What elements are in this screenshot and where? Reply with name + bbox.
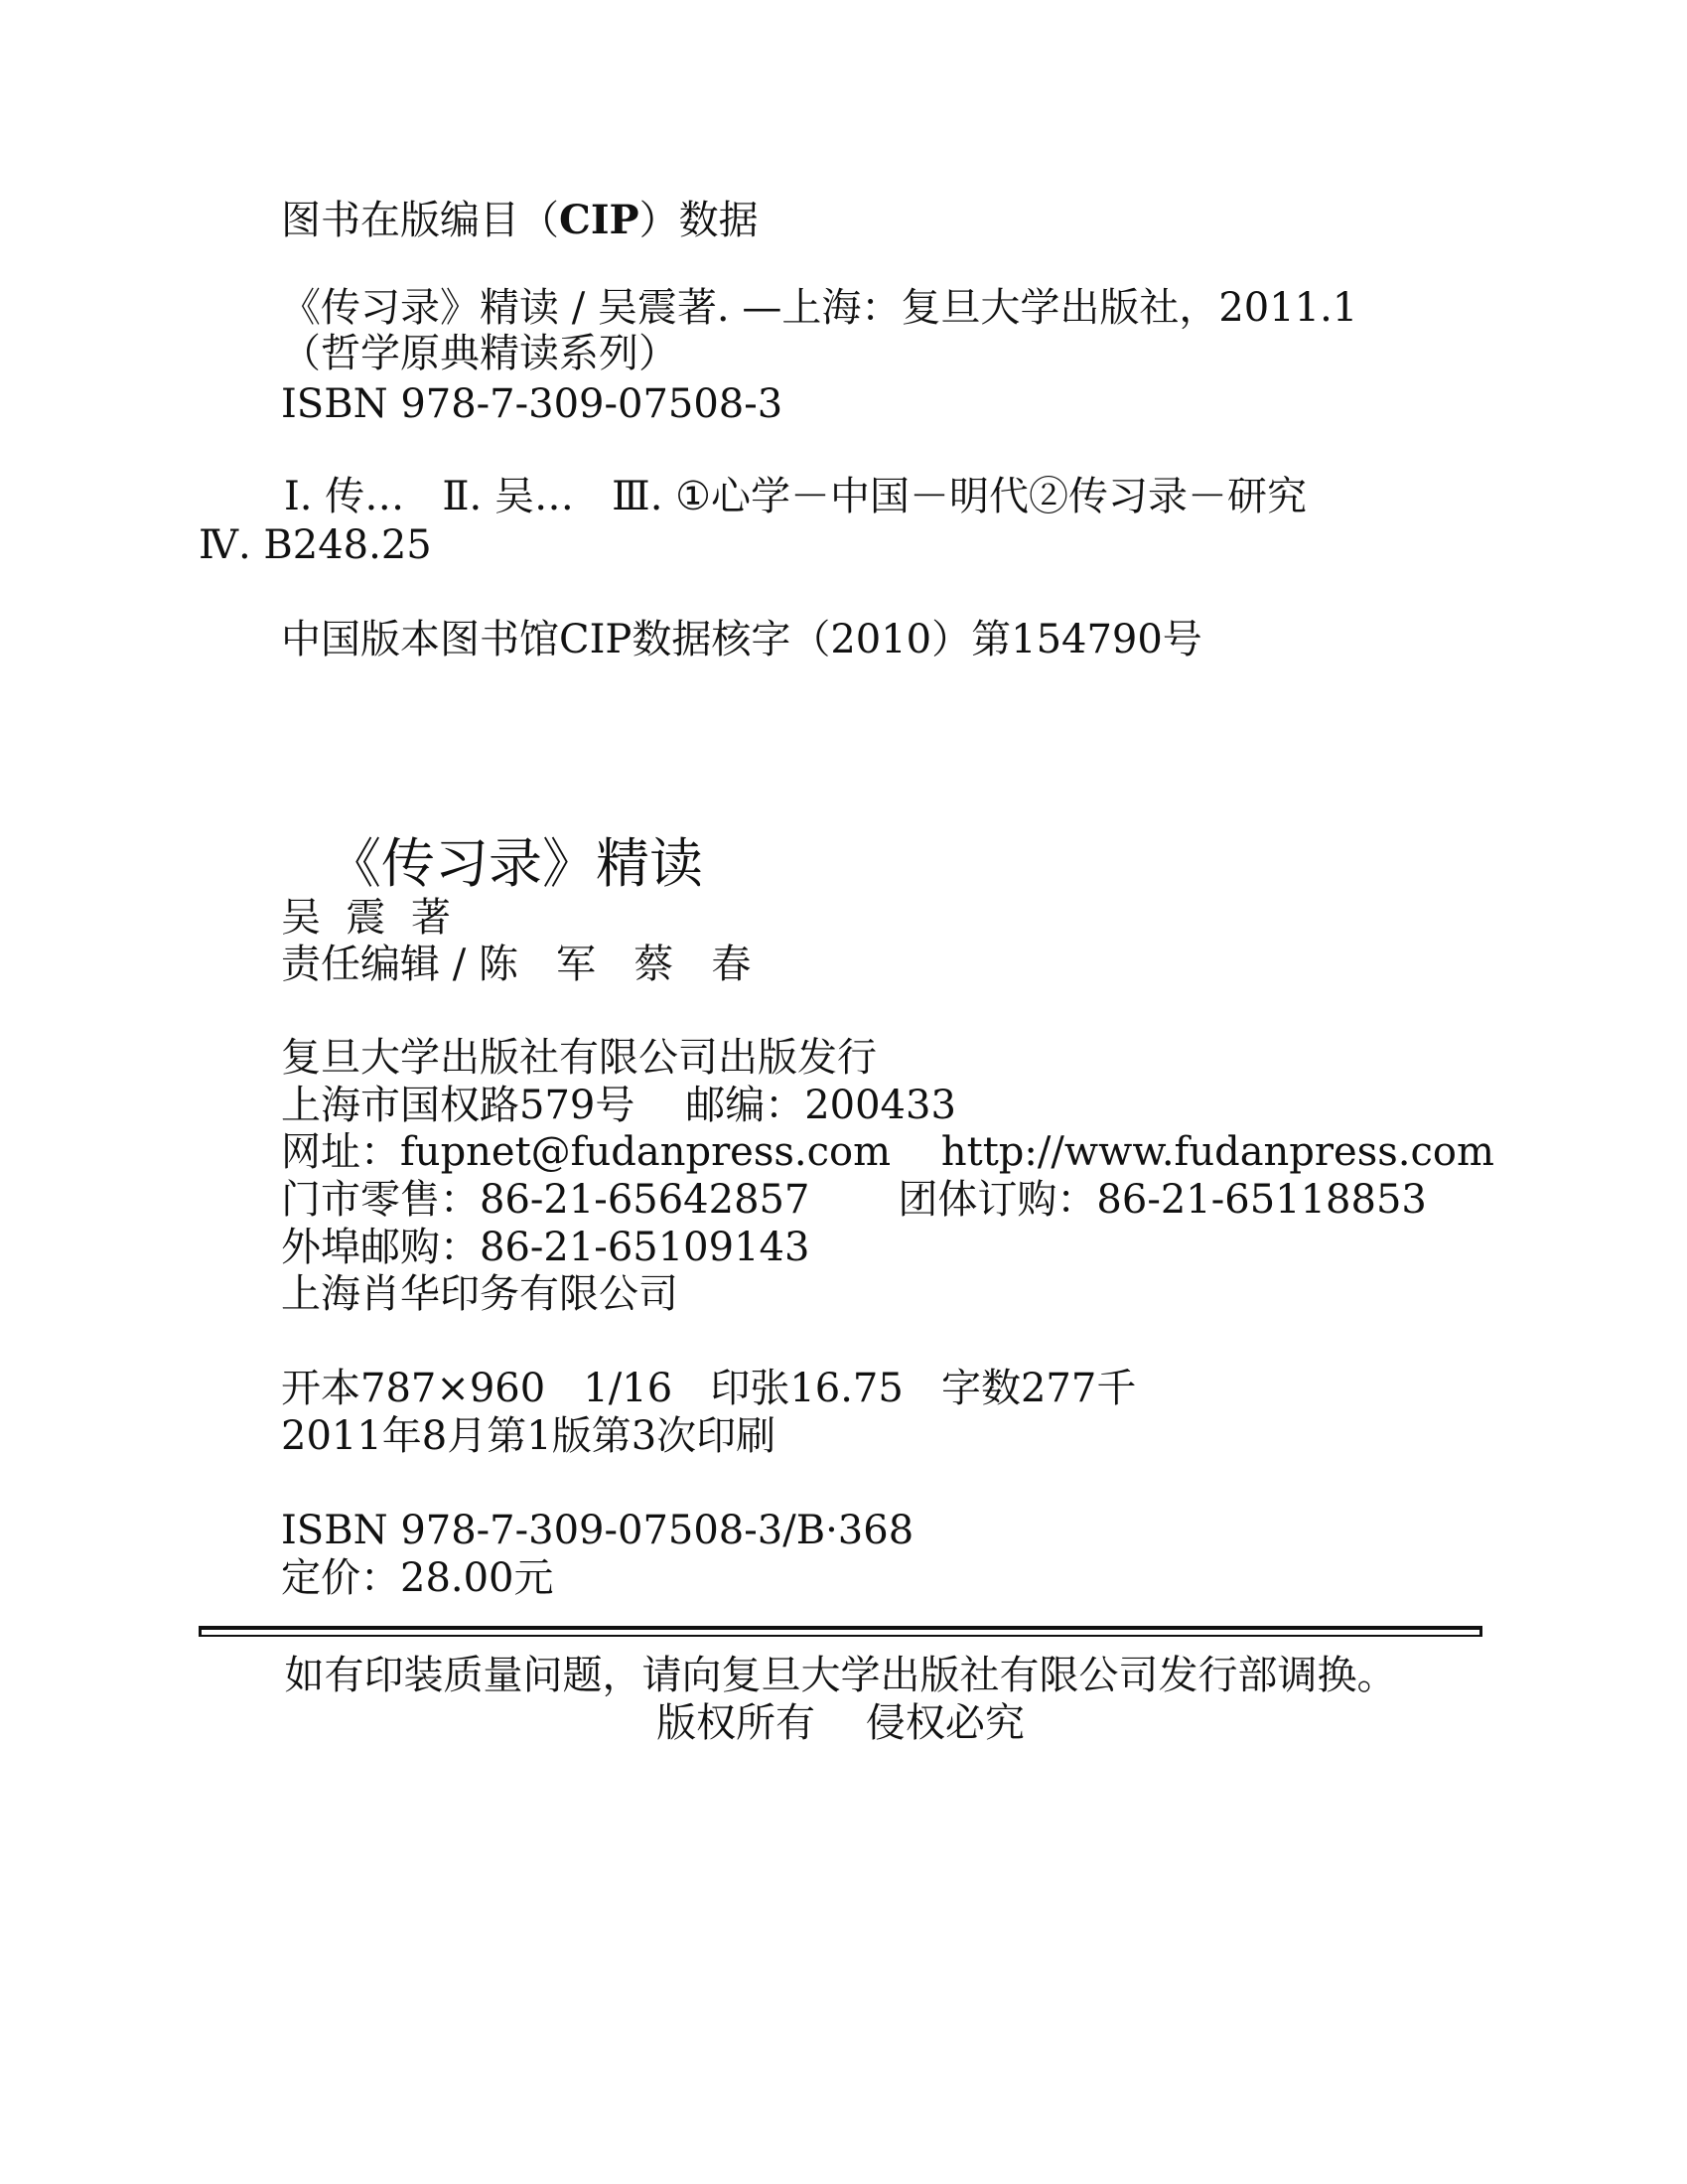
cip-class-line: Ⅳ. B248.25 — [199, 522, 432, 568]
publisher-printer-line: 上海肖华印务有限公司 — [281, 1271, 678, 1317]
divider-rule-thin — [199, 1635, 1482, 1637]
cip-subject-line: Ⅰ. 传… Ⅱ. 吴… Ⅲ. ①心学－中国－明代②传习录－研究 — [284, 474, 1307, 519]
publisher-name-line: 复旦大学出版社有限公司出版发行 — [281, 1035, 877, 1081]
publisher-address-line: 上海市国权路579号 邮编：200433 — [281, 1083, 956, 1128]
book-author-line: 吴 震 著 — [281, 895, 451, 941]
cip-heading-pre: 图书在版编目（ — [281, 198, 559, 243]
cip-series-line: （哲学原典精读系列） — [281, 331, 678, 376]
print-edition-line: 2011年8月第1版第3次印刷 — [281, 1413, 776, 1459]
cip-heading-post: ）数据 — [638, 198, 759, 243]
divider-rule-thick — [199, 1626, 1482, 1630]
cip-isbn-line: ISBN 978-7-309-07508-3 — [281, 381, 783, 427]
footer-rights: 版权所有 侵权必究 — [656, 1700, 1025, 1746]
cip-entry-line: 《传习录》精读 / 吴震著. —上海：复旦大学出版社，2011.1 — [281, 285, 1358, 331]
book-title: 《传习录》精读 — [328, 832, 703, 895]
publisher-retail-line: 门市零售：86-21-65642857 团体订购：86-21-65118853 — [281, 1177, 1427, 1223]
divider-rule-cap-right — [1479, 1626, 1482, 1637]
footer-notice: 如有印装质量问题，请向复旦大学出版社有限公司发行部调换。 — [284, 1653, 1397, 1698]
print-format-line: 开本787×960 1/16 印张16.75 字数277千 — [281, 1366, 1137, 1411]
pricing-isbn-line: ISBN 978-7-309-07508-3/B·368 — [281, 1508, 914, 1553]
cip-heading — [281, 197, 759, 244]
pricing-price-line: 定价：28.00元 — [281, 1555, 554, 1601]
cip-verification-line: 中国版本图书馆CIP数据核字（2010）第154790号 — [281, 617, 1202, 662]
publisher-mail-line: 外埠邮购：86-21-65109143 — [281, 1225, 810, 1270]
divider-rule-cap-left — [199, 1626, 202, 1637]
cip-heading-acronym: CIP — [559, 197, 639, 243]
book-editors-line: 责任编辑 / 陈 军 蔡 春 — [281, 942, 752, 987]
publisher-web-line: 网址：fupnet@fudanpress.com http://www.fudanpress.com — [281, 1129, 1494, 1175]
